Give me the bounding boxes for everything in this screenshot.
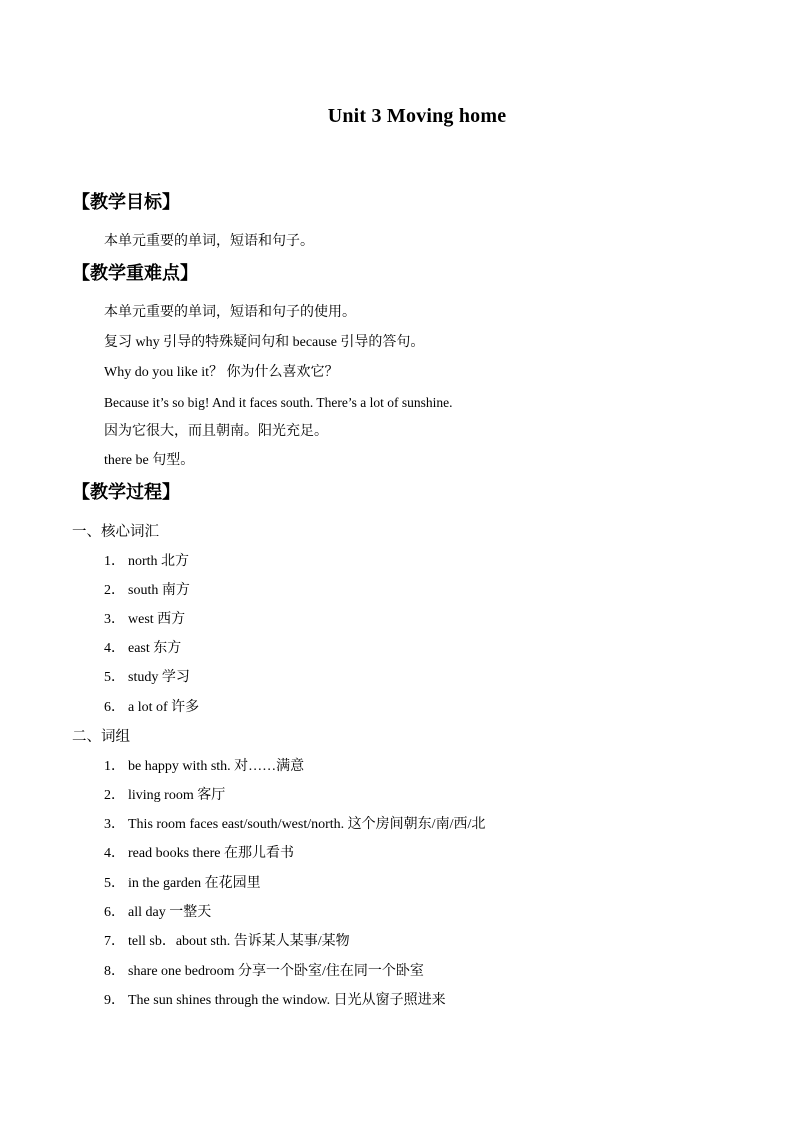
list-item [104, 552, 189, 572]
item-number: 5． [104, 876, 125, 891]
section-label-core-vocabulary: 一、核心词汇 [72, 524, 159, 540]
item-text: south 南方 [128, 583, 190, 598]
item-text: living room 客厅 [128, 788, 226, 803]
list-item [104, 639, 181, 659]
item-text: This room faces east/south/west/north. 这个房间朝东/南/西/北 [128, 817, 486, 832]
item-text: east 东方 [128, 641, 182, 656]
list-item [104, 786, 225, 806]
item-text: in the garden 在花园里 [128, 876, 261, 891]
item-number: 1． [104, 759, 125, 774]
key-point-line: Because it’s so big! And it faces south. There’s a lot of sunshine. [104, 395, 453, 410]
process-heading: 【教学过程】 [72, 482, 180, 502]
section-label-phrases: 二、词组 [72, 729, 130, 745]
item-number: 4． [104, 846, 125, 861]
item-number: 5． [104, 670, 125, 685]
item-text: a lot of 许多 [128, 700, 200, 715]
item-text: be happy with sth. 对……满意 [128, 759, 305, 774]
item-number: 6． [104, 700, 125, 715]
list-item [104, 815, 485, 835]
key-point-line: 本单元重要的单词，短语和句子的使用。 [104, 305, 356, 320]
key-point-line: there be 句型。 [104, 453, 195, 468]
item-text: tell sb．about sth. 告诉某人某事/某物 [128, 934, 350, 949]
list-item [104, 610, 185, 630]
item-text: west 西方 [128, 612, 186, 627]
item-number: 7． [104, 934, 125, 949]
list-item [104, 698, 199, 718]
item-text: share one bedroom 分享一个卧室/住在同一个卧室 [128, 964, 424, 979]
item-number: 1． [104, 554, 125, 569]
item-text: The sun shines through the window. 日光从窗子照进来 [128, 993, 446, 1008]
document-title: Unit 3 Moving home [327, 105, 507, 127]
key-point-line: 复习 why 引导的特殊疑问句和 because 引导的答句。 [104, 335, 425, 350]
list-item [104, 668, 190, 688]
list-item [104, 757, 304, 777]
item-number: 6． [104, 905, 125, 920]
objectives-heading: 【教学目标】 [72, 192, 180, 212]
key-point-line: Why do you like it？ 你为什么喜欢它？ [104, 365, 339, 380]
list-item [104, 581, 190, 601]
list-item [104, 874, 261, 894]
list-item [104, 962, 424, 982]
item-number: 3． [104, 817, 125, 832]
objectives-line: 本单元重要的单词，短语和句子。 [104, 234, 314, 249]
item-text: north 北方 [128, 554, 190, 569]
item-number: 2． [104, 583, 125, 598]
item-number: 2． [104, 788, 125, 803]
list-item [104, 932, 350, 952]
list-item [104, 991, 446, 1011]
list-item [104, 903, 211, 923]
key-point-line: 因为它很大，而且朝南。阳光充足。 [104, 424, 328, 439]
item-number: 9． [104, 993, 125, 1008]
item-text: all day 一整天 [128, 905, 212, 920]
item-number: 8． [104, 964, 125, 979]
item-text: read books there 在那儿看书 [128, 846, 295, 861]
item-text: study 学习 [128, 670, 190, 685]
key-points-heading: 【教学重难点】 [72, 263, 198, 283]
list-item [104, 844, 294, 864]
item-number: 3． [104, 612, 125, 627]
item-number: 4． [104, 641, 125, 656]
